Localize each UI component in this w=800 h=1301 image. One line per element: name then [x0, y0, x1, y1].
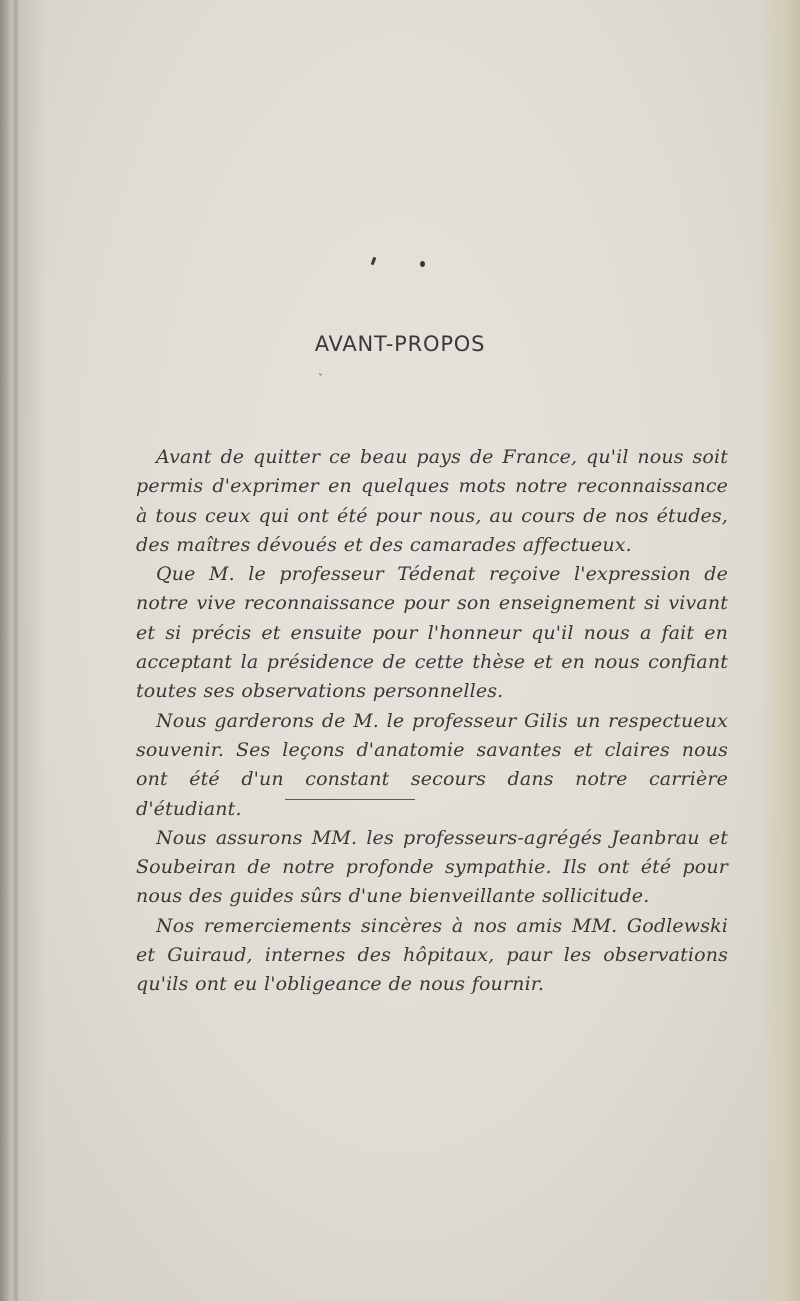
- ink-specks: [370, 255, 430, 275]
- body-text: [136, 443, 728, 1000]
- paragraph-4: Nous assurons MM. les professeurs-agrégés Jeanbrau et Soubeiran de notre profonde sympathie. Ils ont été pour nous des guides sûrs d'une bienveillante sollicitude.: [136, 826, 728, 908]
- paragraph-5: Nos remerciements sincères à nos amis MM. Godlewski et Guiraud, internes des hôpitaux, paur les observations qu'ils ont eu l'obligeance de nous fournir.: [136, 914, 728, 996]
- stray-mark: ˇ: [318, 374, 323, 385]
- page-title: AVANT-PROPOS: [314, 332, 486, 356]
- ink-speck: [420, 261, 425, 267]
- fold-shadow: [14, 0, 18, 1301]
- end-rule: [285, 799, 415, 800]
- right-page-edge: [760, 0, 800, 1301]
- paragraph-1: Avant de quitter ce beau pays de France, qu'il nous soit permis d'exprimer en quelques mots notre reconnaissance à tous ceux qui ont été pour nous, au cours de nos études, des maîtres dévoués et des camarades affectueux.: [136, 446, 728, 556]
- paragraph-3: Nous garderons de M. le professeur Gilis un respectueux souvenir. Ses leçons d'anatomie savantes et claires nous ont été d'un constant secours dans notre carrière d'étudiant.: [136, 709, 728, 820]
- paragraph-2: Que M. le professeur Tédenat reçoive l'expression de notre vive reconnaissance pour son enseignement si vivant et si précis et ensuite pour l'honneur qu'il nous a fait en acceptant la présidence de cette thèse et en nous confiant toutes ses observations personnelles.: [136, 563, 728, 703]
- ink-speck: [371, 257, 377, 266]
- left-binding-shadow: [0, 0, 10, 1301]
